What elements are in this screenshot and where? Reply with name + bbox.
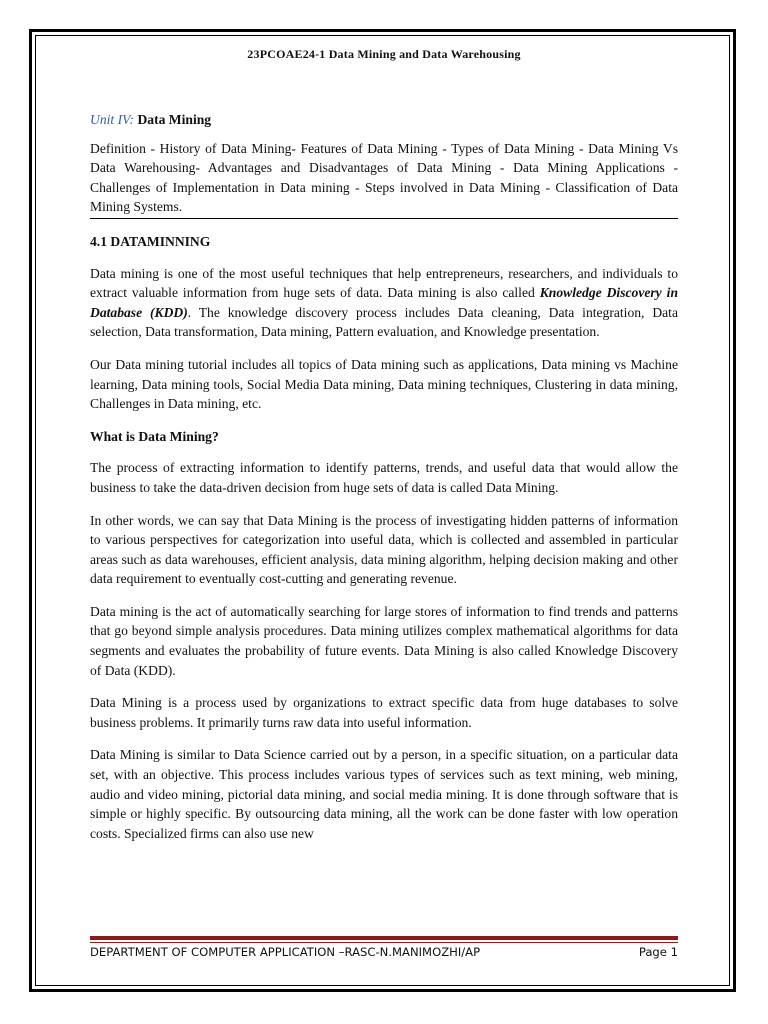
footer-department: DEPARTMENT OF COMPUTER APPLICATION –RASC-N.MANIMOZHI/AP <box>90 945 481 959</box>
body-paragraph: In other words, we can say that Data Mining is the process of investigating hidden patterns of information to various perspectives for categorization into useful data, which is collected and assembled in particular areas such as data warehouses, efficient analysis, data mining algorithm, helping decision making and other data requirement to eventually cost-cutting and generating revenue. <box>90 512 678 587</box>
body-paragraph: Data Mining is a process used by organizations to extract specific data from huge databases to solve business problems. It primarily turns raw data into useful information. <box>90 695 678 730</box>
page-footer <box>90 945 678 959</box>
footer-rule-thin <box>90 942 678 943</box>
section-heading: 4.1 DATAMINNING <box>90 233 211 249</box>
what-is-heading: What is Data Mining? <box>90 428 219 444</box>
unit-label: Unit IV: <box>90 112 135 127</box>
intro-paragraph <box>90 264 678 342</box>
intro-text-end: . The knowledge discovery process includes Data cleaning, Data integration, Data selection, Data transformation, Data mining, Pattern evaluation, and Knowledge presentation. <box>90 304 678 340</box>
body-paragraph: Data Mining is similar to Data Science carried out by a person, in a specific situation, on a particular data set, with an objective. This process includes various types of services such as text mining, web mining, audio and video mining, pictorial data mining, and social media mining. It is done through software that is simple or highly specific. By outsourcing data mining, all the work can be done faster with low operation costs. Specialized firms can also use new <box>90 747 678 841</box>
intro-text-start: Data mining is one of the most useful techniques that help entrepreneurs, researchers, and individuals to extract valuable information from huge sets of data. Data mining is also called <box>90 265 678 301</box>
page-number: Page 1 <box>638 945 678 959</box>
unit-title: Data Mining <box>137 112 212 127</box>
syllabus-paragraph: Definition - History of Data Mining- Features of Data Mining - Types of Data Mining - Data Mining Vs Data Warehousing- Advantages and Disadvantages of Data Mining - Data Mining Applications - Challenges of Implementation in Data mining - Steps involved in Data Mining - Classification of Data Mining Systems. <box>90 139 678 219</box>
document-body <box>90 110 678 856</box>
body-paragraph: Data mining is the act of automatically searching for large stores of information to find trends and patterns that go beyond simple analysis procedures. Data mining utilizes complex mathematical algorithms for data segments and evaluates the probability of future events. Data Mining is also called Knowledge Discovery of Data (KDD). <box>90 603 678 678</box>
document-header-title: 23PCOAE24-1 Data Mining and Data Warehousing <box>247 47 521 61</box>
footer-rule <box>90 936 678 940</box>
unit-heading <box>90 110 678 130</box>
body-paragraph: The process of extracting information to identify patterns, trends, and useful data that would allow the business to take the data-driven decision from huge sets of data is called Data Mining. <box>90 460 678 495</box>
kdd-term: Knowledge Discovery in Database (KDD) <box>90 285 679 320</box>
tutorial-paragraph: Our Data mining tutorial includes all topics of Data mining such as applications, Data mining vs Machine learning, Data mining tools, Social Media Data mining, Data mining techniques, Clustering in data mining, Challenges in Data mining, etc. <box>90 356 678 412</box>
